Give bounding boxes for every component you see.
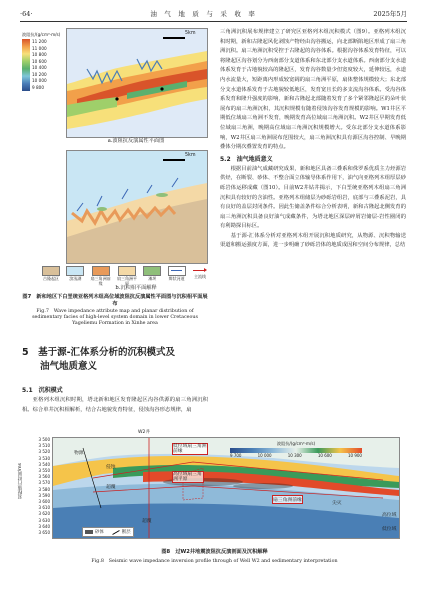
- issue-date: 2025年5月: [373, 10, 407, 18]
- yaxis-tick: 3 520: [38, 449, 50, 455]
- fig8-caption-en: Fig.8 Seismic wave impedance inversion profile through of Well W2 and sedimentary interpretation: [91, 559, 338, 564]
- label-pinchout: 尖灭: [332, 501, 342, 506]
- yaxis-label: 双程旅行时间/ms: [18, 463, 23, 500]
- label-onlap-2: 超覆: [142, 519, 152, 524]
- fig8-symbol-legend: [82, 527, 134, 537]
- legend-main-flowline: 主流线: [192, 266, 208, 286]
- journal-name: 油 气 地 质 与 采 收 率: [150, 10, 256, 18]
- fig7-caption-cn: 图7 新和地区下白垩统亚格列木组高位域波阻抗反演属性平面图与沉积相平面展布: [22, 294, 208, 307]
- page-number: ·64·: [20, 9, 33, 18]
- yaxis-tick: 3 640: [38, 523, 50, 529]
- legend-shore-lake: 滨浅湖: [66, 266, 84, 286]
- well-label: W2井: [138, 430, 151, 435]
- section-5-heading: 5 基于源-汇体系分析的沉积模式及 油气地质意义: [22, 347, 176, 372]
- label-onlap-1: 超覆: [106, 485, 116, 490]
- yaxis-tick: 3 650: [38, 530, 50, 536]
- yaxis-tick: 3 630: [38, 517, 50, 523]
- section-5-1-paragraph: 亚格列木组沉积时期，塔北新和地区发育隆起区沟谷供源的扇三角洲沉积相。综合单井沉积相解析，结合古地貌发育特征，侵蚀沟谷形态规律，扇: [22, 397, 208, 413]
- legend-fan-front: 扇三角洲前缘: [91, 266, 111, 286]
- yaxis-tick: 3 570: [38, 480, 50, 486]
- legend-fault-item: 断层: [112, 529, 131, 535]
- right-column: [220, 28, 406, 251]
- map-a-legend-tick: 11 200: [32, 39, 47, 44]
- facies-legend: [42, 266, 208, 286]
- yaxis-tick: 3 580: [38, 486, 50, 492]
- yaxis-tick: 3 540: [38, 461, 50, 467]
- colorbar-tick: 9 700: [230, 453, 242, 458]
- section-5-2-heading: 5.2 油气地质意义: [220, 155, 273, 163]
- header-rule: [20, 21, 407, 22]
- map-a-legend-tick: 9 800: [32, 84, 44, 90]
- colorbar-tick: 10 600: [317, 453, 332, 458]
- yaxis-tick: 3 550: [38, 468, 50, 474]
- label-fan-front: 扇三角洲前缘: [272, 495, 303, 504]
- map-a-frame: [66, 28, 208, 138]
- label-erosion: 侵蚀: [106, 465, 116, 470]
- summary-paragraph: 基于源-汇体系分析对亚格列木组开展沉积地质研究，从物源、沉积物输送渠道和搬运强度方面，进一步明确了砂砾岩体的地质成因和空间分布规律，总结: [220, 232, 406, 249]
- yaxis-tick: 3 530: [38, 455, 50, 461]
- map-a-colorbar: [22, 39, 30, 91]
- map-b-scale: 5km: [185, 153, 196, 158]
- map-a-legend-tick: 11 000: [32, 45, 47, 51]
- petroleum-significance-paragraph: 根据目前油气成藏研究成果，新和地区具备三叠系和侏罗系优质主力烃源岩供烃，在断裂、砂体、不整合面立体输导体系作用下，油气向亚格列木组厚层砂砾岩体运移成藏（图10）。目前W2井钻井揭示，下白垩统亚格列木组扇三角洲沉积具有较好的含油性。亚格列木组储层为砂砾岩组岩，底部与三叠系泥岩，具有良好的盖层封闭条件。因此生储盖条件综合分析表明，新和古隆起北侧发育的扇三角洲沉积具备良好油气成藏条件，为塔北地区深层碎屑岩储层-岩性圈闭的有利勘探目标区。: [220, 165, 406, 230]
- section-5-1-heading: 5.1 沉积模式: [22, 387, 63, 394]
- yaxis-tick: 3 500: [38, 437, 50, 442]
- fig8-colorbar-ticks: [230, 453, 362, 458]
- map-a-legend: [22, 32, 64, 91]
- yaxis-tick: 3 510: [38, 443, 50, 449]
- map-b-frame: [66, 150, 208, 264]
- yaxis-ticks: [28, 437, 50, 536]
- map-b-caption: b.沉积相平面解释: [115, 285, 157, 291]
- legend-sand-item: 砂体: [85, 529, 104, 535]
- yaxis-tick: 3 560: [38, 474, 50, 480]
- colorbar-tick: 10 000: [257, 453, 272, 458]
- fig8-impedance-legend: [230, 441, 362, 458]
- fig8-caption-cn: 图8 过W2井地震波阻抗反演剖面及沉积解释: [161, 549, 268, 555]
- map-a-legend-tick: 10 400: [32, 65, 47, 70]
- label-highstand-mark: 高位域: [382, 513, 397, 518]
- colorbar-tick: 10 900: [347, 453, 362, 458]
- legend-beach-bar: 滩坝: [143, 266, 161, 286]
- label-source: 物源: [74, 451, 84, 456]
- yaxis-tick: 3 620: [38, 511, 50, 517]
- map-a-legend-tick: 10 600: [32, 58, 47, 64]
- map-b-facies: [67, 151, 207, 263]
- running-header: [20, 8, 407, 19]
- legend-uplift: 古隆起区: [42, 266, 60, 286]
- map-a-scale: 5km: [185, 31, 196, 36]
- fig8-legend-title: 波阻抗/(g/cm³·m/s): [276, 441, 316, 446]
- legend-braided-channel: 辫状河道: [168, 266, 186, 286]
- map-a-impedance: [67, 29, 207, 137]
- sedimentary-model-paragraph: 三角洲沉积展布规律建立了研究区亚格列木组沉积模式（图9）。亚格列木组沉积时期，新和古隆起风化剥蚀产物经由沟谷搬运，向北部断陷地区形成了扇三角洲沉积。扇三角洲沉积受控于古隆起的沟谷体系。根据沟谷体系发育特征，可以将隆起区沟谷划分为西南部分支道体系和东北部分支水道体系。西南部分支水道体系发育于古地貌较高的隆起区，发育沟谷数量少但宽度较大，延伸较远，水道内水流量大，短距离内形成较宽阔的扇三角洲平原，扇体整体规模较大；东北部分支水道体系发育于古地貌较低地区，发育宽且长的多支流沟谷体系。受沟谷体系发育和隆升强度的影响，新和古隆起北部随着发育了多个紧邻隆起区的朵叶状展布的扇三角洲沉积，其沉积规模有随着侵蚀沟谷发育规模的影响。W1井区平期低位域扇三角洲不发育，晚期发育高位域扇三角洲沉积。W2井区早期发育低位域扇三角洲，晚期高位域扇三角洲沉积规模增大。受东北部分支水道体系影响，W2井区扇三角洲展布范围较大，扇三角洲沉积具有源区沟谷控制、早晚期叠体分期次叠置发育的特点。: [220, 29, 406, 151]
- map-a-legend-tick: 10 000: [32, 78, 47, 83]
- yaxis-tick: 3 610: [38, 505, 50, 511]
- figure-7: [22, 28, 208, 333]
- map-a-legend-title: 波阻抗/(g/cm³·m/s): [22, 32, 61, 37]
- map-a-caption: a.波阻抗反演属性平面图: [107, 138, 165, 144]
- map-a-legend-tick: 10 800: [32, 52, 47, 57]
- label-lowstand-fan-front: 低位域扇三角洲前缘: [173, 444, 207, 454]
- figure-8: [18, 430, 407, 581]
- map-a-legend-tick: 10 200: [32, 71, 47, 77]
- yaxis-tick: 3 600: [38, 499, 50, 505]
- fig7-caption-en: Fig.7 Wave impedance attribute map and planar distribution of sedimentary facies of high-level system domain in lower Cretaceous Yageliemu Formation in Xinhe area: [32, 309, 198, 326]
- legend-fan-plain: 扇三角洲平原: [117, 266, 137, 286]
- label-lowstand-mark: 低位域: [382, 527, 397, 532]
- label-highstand-fan-plain: 高位域扇三角洲平原: [172, 471, 204, 483]
- colorbar-tick: 10 300: [287, 453, 302, 458]
- yaxis-tick: 3 590: [38, 492, 50, 498]
